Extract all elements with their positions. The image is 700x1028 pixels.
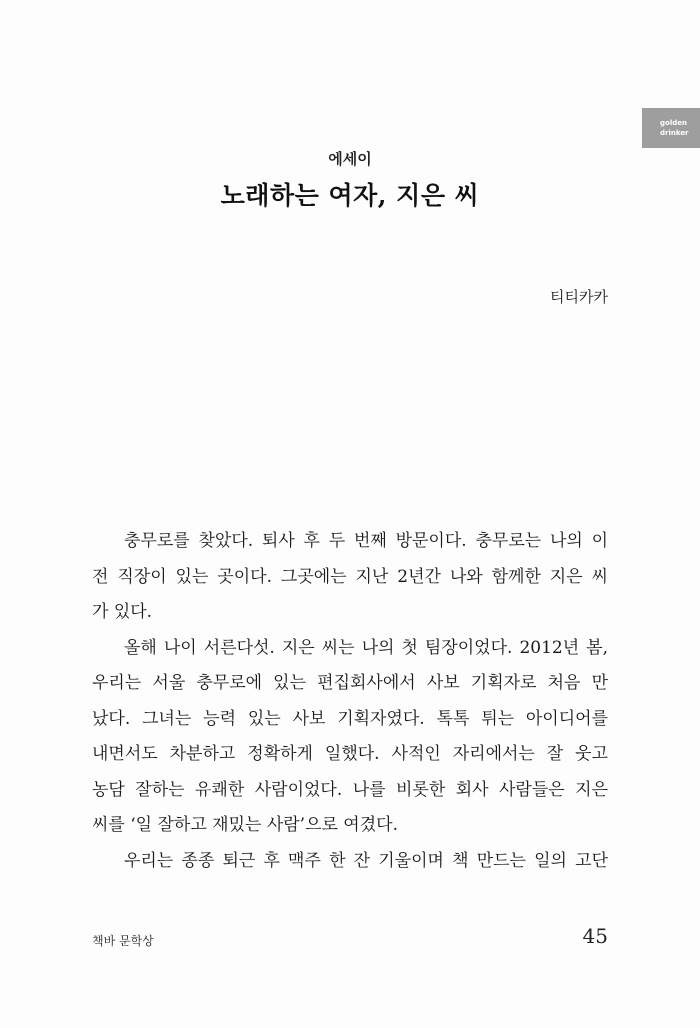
essay-title: 노래하는 여자, 지은 씨 [220, 181, 480, 210]
body-line-2: 전 직장이 있는 곳이다. 그곳에는 지난 2년간 나와 함께한 지은 씨 [92, 566, 608, 587]
essay-body [92, 524, 608, 879]
page-number: 45 [582, 924, 608, 948]
body-line-4: 올해 나이 서른다섯. 지은 씨는 나의 첫 팀장이었다. 2012년 봄, [124, 637, 608, 658]
essay-category-label: 에세이 [328, 150, 372, 168]
body-line-6: 났다. 그녀는 능력 있는 사보 기획자였다. 톡톡 튀는 아이디어를 [92, 708, 608, 729]
author-name: 티티카카 [550, 288, 608, 306]
section-tab: golden drinker [642, 108, 700, 148]
publication-name: 책바 문학상 [92, 934, 154, 948]
body-line-5: 우리는 서울 충무로에 있는 편집회사에서 사보 기획자로 처음 만 [92, 673, 608, 693]
body-line-1: 충무로를 찾았다. 퇴사 후 두 번째 방문이다. 충무로는 나의 이 [124, 531, 608, 551]
body-line-8: 농담 잘하는 유쾌한 사람이었다. 나를 비롯한 회사 사람들은 지은 [92, 779, 608, 800]
body-line-7: 내면서도 차분하고 정확하게 일했다. 사적인 자리에서는 잘 웃고 [92, 744, 608, 764]
body-line-10: 우리는 종종 퇴근 후 맥주 한 잔 기울이며 책 만드는 일의 고단 [124, 850, 608, 871]
body-line-3: 가 있다. [92, 602, 153, 622]
body-line-9: 씨를 ‘일 잘하고 재밌는 사람’으로 여겼다. [92, 815, 398, 835]
